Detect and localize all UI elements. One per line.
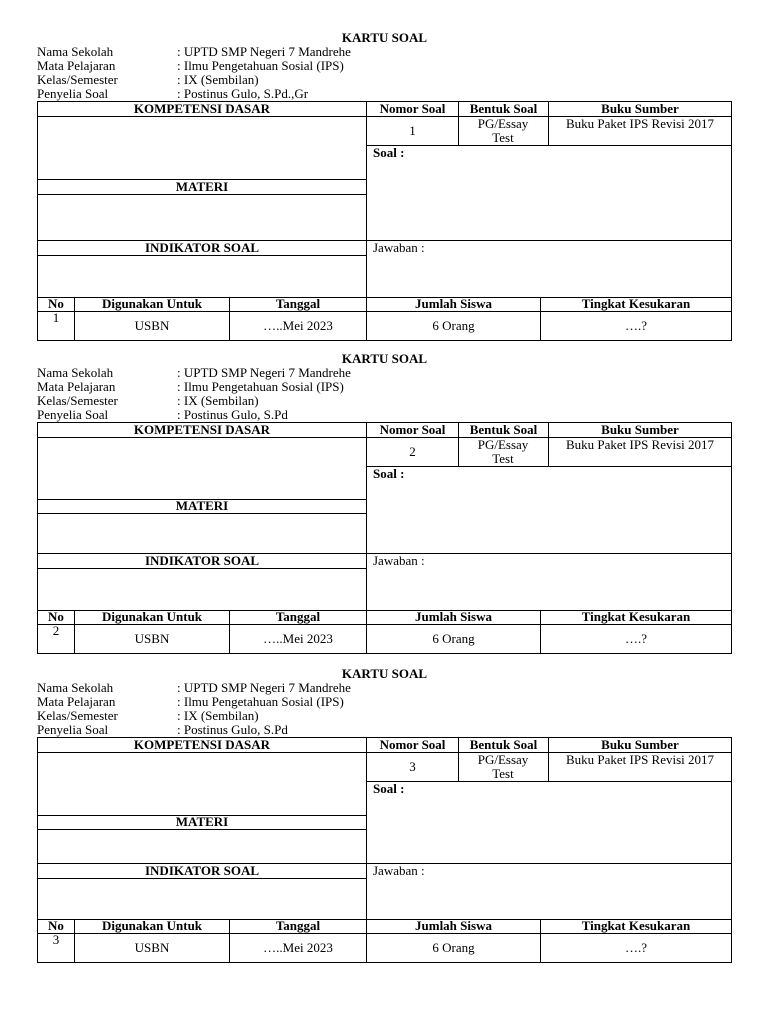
materi-header: MATERI [175,498,229,513]
indikator-soal-header: INDIKATOR SOAL [144,240,260,255]
bentuk-soal-header: Bentuk Soal [469,422,538,437]
label-nama-sekolah: Nama Sekolah [37,365,114,380]
tanggal-header: Tanggal [275,296,321,311]
card-title: KARTU SOAL [341,351,428,366]
value-mata-pelajaran: : Ilmu Pengetahuan Sosial (IPS) [177,379,344,394]
nomor-soal-value: 1 [409,123,416,138]
nomor-soal-value: 2 [409,444,416,459]
label-penyelia-soal: Penyelia Soal [37,722,109,737]
digunakan-untuk-value: USBN [134,631,170,646]
buku-sumber-header: Buku Sumber [601,422,679,437]
digunakan-untuk-header: Digunakan Untuk [101,296,203,311]
buku-sumber-header: Buku Sumber [601,101,679,116]
kompetensi-dasar-header: KOMPETENSI DASAR [133,737,271,752]
bentuk-soal-value: PG/Essay Test [477,116,529,145]
value-mata-pelajaran: : Ilmu Pengetahuan Sosial (IPS) [177,58,344,73]
label-nama-sekolah: Nama Sekolah [37,680,114,695]
info-mata-pelajaran [37,380,732,394]
no-header: No [48,918,64,933]
indikator-soal-header: INDIKATOR SOAL [144,553,260,568]
tingkat-kesukaran-value: ….? [624,318,648,333]
jawaban-cell[interactable] [373,241,731,297]
tanggal-value: …..Mei 2023 [263,318,333,333]
no-value: 1 [52,310,60,325]
value-kelas-semester: : IX (Sembilan) [177,72,259,87]
jumlah-siswa-value: 6 Orang [432,631,475,646]
nomor-soal-header: Nomor Soal [379,422,446,437]
buku-sumber-value: Buku Paket IPS Revisi 2017 [565,437,715,452]
materi-header: MATERI [175,179,229,194]
indikator-soal-header: INDIKATOR SOAL [144,863,260,878]
digunakan-untuk-value: USBN [134,318,170,333]
digunakan-untuk-header: Digunakan Untuk [101,609,203,624]
tanggal-value: …..Mei 2023 [263,631,333,646]
jawaban-label: Jawaban : [373,863,425,878]
soal-cell[interactable] [373,146,731,240]
value-nama-sekolah: : UPTD SMP Negeri 7 Mandrehe [177,365,351,380]
value-penyelia-soal: : Postinus Gulo, S.Pd [177,722,288,737]
no-header: No [48,296,64,311]
buku-sumber-header: Buku Sumber [601,737,679,752]
jawaban-cell[interactable] [373,554,731,610]
indikator-soal-cell[interactable] [38,569,366,610]
nomor-soal-header: Nomor Soal [379,101,446,116]
kompetensi-dasar-header: KOMPETENSI DASAR [133,422,271,437]
indikator-soal-cell[interactable] [38,256,366,297]
label-kelas-semester: Kelas/Semester [37,72,118,87]
jawaban-cell[interactable] [373,864,731,919]
indikator-soal-cell[interactable] [38,879,366,919]
label-penyelia-soal: Penyelia Soal [37,86,109,101]
buku-sumber-value: Buku Paket IPS Revisi 2017 [565,752,715,767]
info-mata-pelajaran [37,695,732,709]
card-table [37,422,732,654]
soal-label: Soal : [373,466,405,481]
info-nama-sekolah [37,681,732,695]
jumlah-siswa-value: 6 Orang [432,318,475,333]
info-mata-pelajaran [37,59,732,73]
materi-header: MATERI [175,814,229,829]
jawaban-label: Jawaban : [373,240,425,255]
nomor-soal-header: Nomor Soal [379,737,446,752]
buku-sumber-value: Buku Paket IPS Revisi 2017 [565,116,715,131]
tingkat-kesukaran-header: Tingkat Kesukaran [581,296,691,311]
kartu-soal-card-2 [37,351,732,654]
info-penyelia-soal [37,408,732,422]
value-penyelia-soal: : Postinus Gulo, S.Pd.,Gr [177,86,309,101]
tanggal-header: Tanggal [275,609,321,624]
nomor-soal-value: 3 [409,759,416,774]
label-penyelia-soal: Penyelia Soal [37,407,109,422]
no-header: No [48,609,64,624]
jawaban-label: Jawaban : [373,553,425,568]
info-kelas-semester [37,709,732,723]
jumlah-siswa-header: Jumlah Siswa [415,609,492,624]
tingkat-kesukaran-value: ….? [624,940,648,955]
label-kelas-semester: Kelas/Semester [37,393,118,408]
value-nama-sekolah: : UPTD SMP Negeri 7 Mandrehe [177,44,351,59]
digunakan-untuk-value: USBN [134,940,170,955]
bentuk-soal-header: Bentuk Soal [469,101,538,116]
kompetensi-dasar-cell[interactable] [38,753,366,815]
tingkat-kesukaran-header: Tingkat Kesukaran [581,609,691,624]
bentuk-soal-value: PG/Essay Test [477,752,529,781]
info-kelas-semester [37,73,732,87]
card-table [37,101,732,341]
soal-label: Soal : [373,781,405,796]
jumlah-siswa-header: Jumlah Siswa [415,918,492,933]
soal-cell[interactable] [373,467,731,553]
value-nama-sekolah: : UPTD SMP Negeri 7 Mandrehe [177,680,351,695]
label-nama-sekolah: Nama Sekolah [37,44,114,59]
label-mata-pelajaran: Mata Pelajaran [37,58,116,73]
info-nama-sekolah [37,366,732,380]
value-kelas-semester: : IX (Sembilan) [177,393,259,408]
no-value: 3 [52,932,60,947]
value-kelas-semester: : IX (Sembilan) [177,708,259,723]
soal-label: Soal : [373,145,405,160]
info-penyelia-soal [37,723,732,737]
tanggal-value: …..Mei 2023 [263,940,333,955]
info-nama-sekolah [37,45,732,59]
bentuk-soal-value: PG/Essay Test [477,437,529,466]
kompetensi-dasar-cell[interactable] [38,438,366,499]
no-value: 2 [52,623,60,638]
kompetensi-dasar-cell[interactable] [38,117,366,179]
tingkat-kesukaran-header: Tingkat Kesukaran [581,918,691,933]
jumlah-siswa-value: 6 Orang [432,940,475,955]
kompetensi-dasar-header: KOMPETENSI DASAR [133,101,271,116]
label-mata-pelajaran: Mata Pelajaran [37,694,116,709]
label-kelas-semester: Kelas/Semester [37,708,118,723]
card-table [37,737,732,963]
materi-cell[interactable] [38,830,366,863]
tanggal-header: Tanggal [275,918,321,933]
jumlah-siswa-header: Jumlah Siswa [415,296,492,311]
card-title: KARTU SOAL [341,666,428,681]
kartu-soal-card-3 [37,666,732,963]
tingkat-kesukaran-value: ….? [624,631,648,646]
info-kelas-semester [37,394,732,408]
value-penyelia-soal: : Postinus Gulo, S.Pd [177,407,288,422]
kartu-soal-card-1 [37,30,732,341]
bentuk-soal-header: Bentuk Soal [469,737,538,752]
info-penyelia-soal [37,87,732,101]
materi-cell[interactable] [38,195,366,240]
materi-cell[interactable] [38,514,366,553]
card-title: KARTU SOAL [341,30,428,45]
soal-cell[interactable] [373,782,731,863]
label-mata-pelajaran: Mata Pelajaran [37,379,116,394]
value-mata-pelajaran: : Ilmu Pengetahuan Sosial (IPS) [177,694,344,709]
digunakan-untuk-header: Digunakan Untuk [101,918,203,933]
